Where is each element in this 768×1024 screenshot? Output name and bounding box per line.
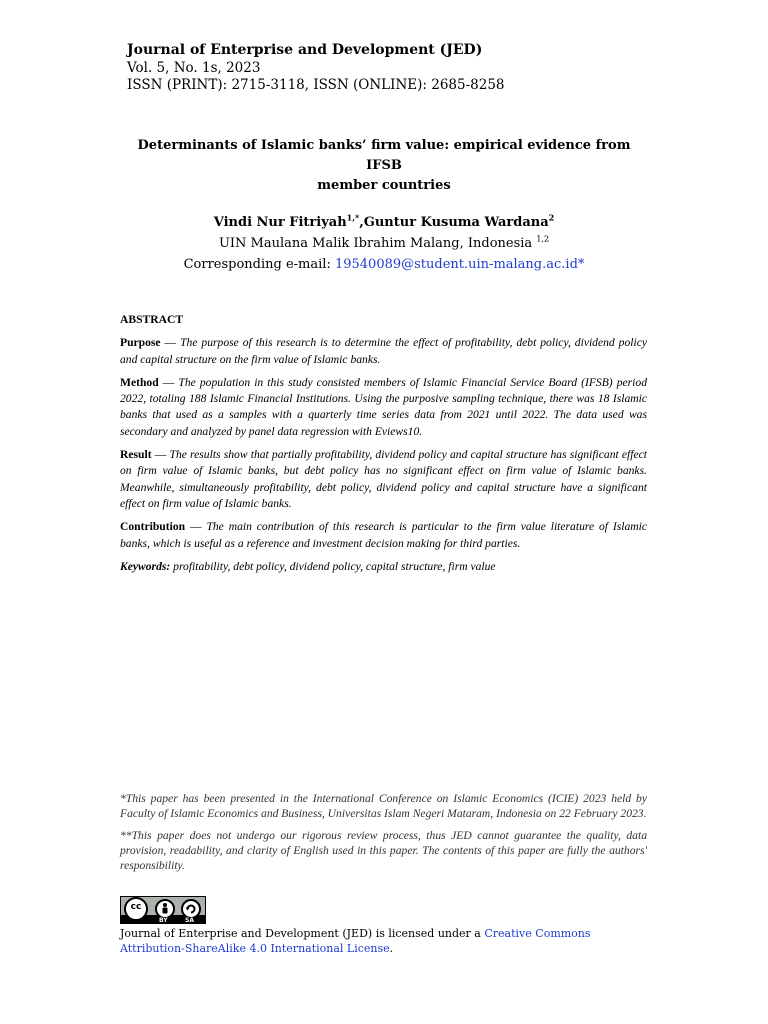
journal-issn: ISSN (PRINT): 2715-3118, ISSN (ONLINE): 2685-8258 bbox=[127, 77, 505, 93]
abstract-heading: ABSTRACT bbox=[120, 313, 184, 326]
author-2-sup: 2 bbox=[548, 212, 555, 223]
author-1: Vindi Nur Fitriyah bbox=[213, 215, 347, 230]
license-block bbox=[120, 896, 650, 956]
title-line-2: member countries bbox=[317, 178, 451, 193]
author-2: Guntur Kusuma Wardana bbox=[363, 215, 549, 230]
result-label: Result bbox=[120, 448, 152, 462]
author-1-sup: 1,* bbox=[346, 212, 360, 223]
license-text bbox=[120, 926, 650, 956]
person-icon bbox=[157, 901, 173, 917]
author-block bbox=[120, 212, 648, 275]
purpose-label: Purpose bbox=[120, 336, 161, 350]
journal-header bbox=[127, 42, 505, 95]
dash: — bbox=[151, 448, 170, 462]
dash: — bbox=[158, 375, 179, 389]
title-line-1: Determinants of Islamic banks’ firm value: empirical evidence from IFSB bbox=[137, 138, 631, 173]
email-label: Corresponding e-mail: bbox=[183, 257, 335, 272]
footnote-2: **This paper does not undergo our rigorous review process, thus JED cannot guarantee the quality, data provision, readability, and clarity of English used in this paper. The contents of this paper are fully the authors' responsibility. bbox=[120, 829, 647, 872]
author-separator: , bbox=[359, 215, 364, 230]
journal-name: Journal of Enterprise and Development (JED) bbox=[127, 42, 483, 58]
footnotes bbox=[120, 791, 647, 880]
cc-by-sa-badge[interactable] bbox=[120, 896, 206, 924]
circular-arrow-icon bbox=[183, 901, 199, 917]
purpose-text: The purpose of this research is to determine the effect of profitability, debt policy, dividend policy and capital structure on the firm value of Islamic banks. bbox=[120, 336, 647, 366]
affiliation bbox=[120, 233, 648, 254]
paper-title bbox=[120, 136, 648, 196]
badge-by-label: BY bbox=[159, 917, 168, 924]
affiliation-sup: 1,2 bbox=[536, 234, 550, 244]
abstract-purpose bbox=[120, 335, 647, 368]
license-prefix: Journal of Enterprise and Development (JED) is licensed under a bbox=[120, 927, 485, 940]
attribution-icon bbox=[155, 899, 175, 919]
correspondence bbox=[120, 254, 648, 275]
abstract-keywords bbox=[120, 559, 647, 575]
contribution-label: Contribution bbox=[120, 520, 186, 534]
license-link[interactable]: Creative Commons Attribution-ShareAlike 4.0 International License bbox=[120, 927, 591, 955]
keywords-label: Keywords: bbox=[120, 559, 171, 573]
contribution-text: The main contribution of this research is particular to the firm value literature of Islamic banks, which is useful as a reference and investment decision making for third parties. bbox=[120, 520, 647, 550]
badge-sa-label: SA bbox=[185, 917, 194, 924]
dash: — bbox=[160, 336, 181, 350]
method-text: The population in this study consisted members of Islamic Financial Service Board (IFSB) period 2022, totaling 188 Islamic Financial Institutions. Using the purposive sampling technique, there was 18 Islamic banks that used as a samples with a quarterly time series data from 2021 until 2022. The data used was secondary and analyzed by panel data regression with Eviews10. bbox=[120, 375, 648, 438]
abstract-contribution bbox=[120, 519, 647, 552]
license-suffix: . bbox=[389, 942, 394, 955]
footnote-1: *This paper has been presented in the International Conference on Islamic Economics (ICIE) 2023 held by Faculty of Islamic Economics and Business, Universitas Islam Negeri Mataram, Indonesia on 22 February 2023. bbox=[120, 792, 647, 820]
affiliation-text: UIN Maulana Malik Ibrahim Malang, Indonesia bbox=[218, 236, 537, 251]
abstract-section bbox=[120, 312, 647, 582]
sharealike-icon bbox=[181, 899, 201, 919]
email-link[interactable]: 19540089@student.uin-malang.ac.id* bbox=[334, 257, 585, 272]
keywords-text: profitability, debt policy, dividend policy, capital structure, firm value bbox=[173, 559, 496, 573]
dash: — bbox=[185, 520, 207, 534]
author-names bbox=[120, 212, 648, 233]
result-text: The results show that partially profitability, dividend policy and capital structure has significant effect on firm value of Islamic banks, but debt policy has no significant effect on firm value of Islamic banks. Meanwhile, simultaneously profitability, debt policy, dividend policy and capital structure have a significant effect on firm value of Islamic banks. bbox=[120, 448, 647, 510]
journal-volume: Vol. 5, No. 1s, 2023 bbox=[127, 59, 261, 76]
abstract-result bbox=[120, 447, 647, 512]
abstract-method bbox=[120, 375, 647, 440]
method-label: Method bbox=[120, 375, 159, 389]
cc-logo-icon: cc bbox=[124, 897, 148, 921]
